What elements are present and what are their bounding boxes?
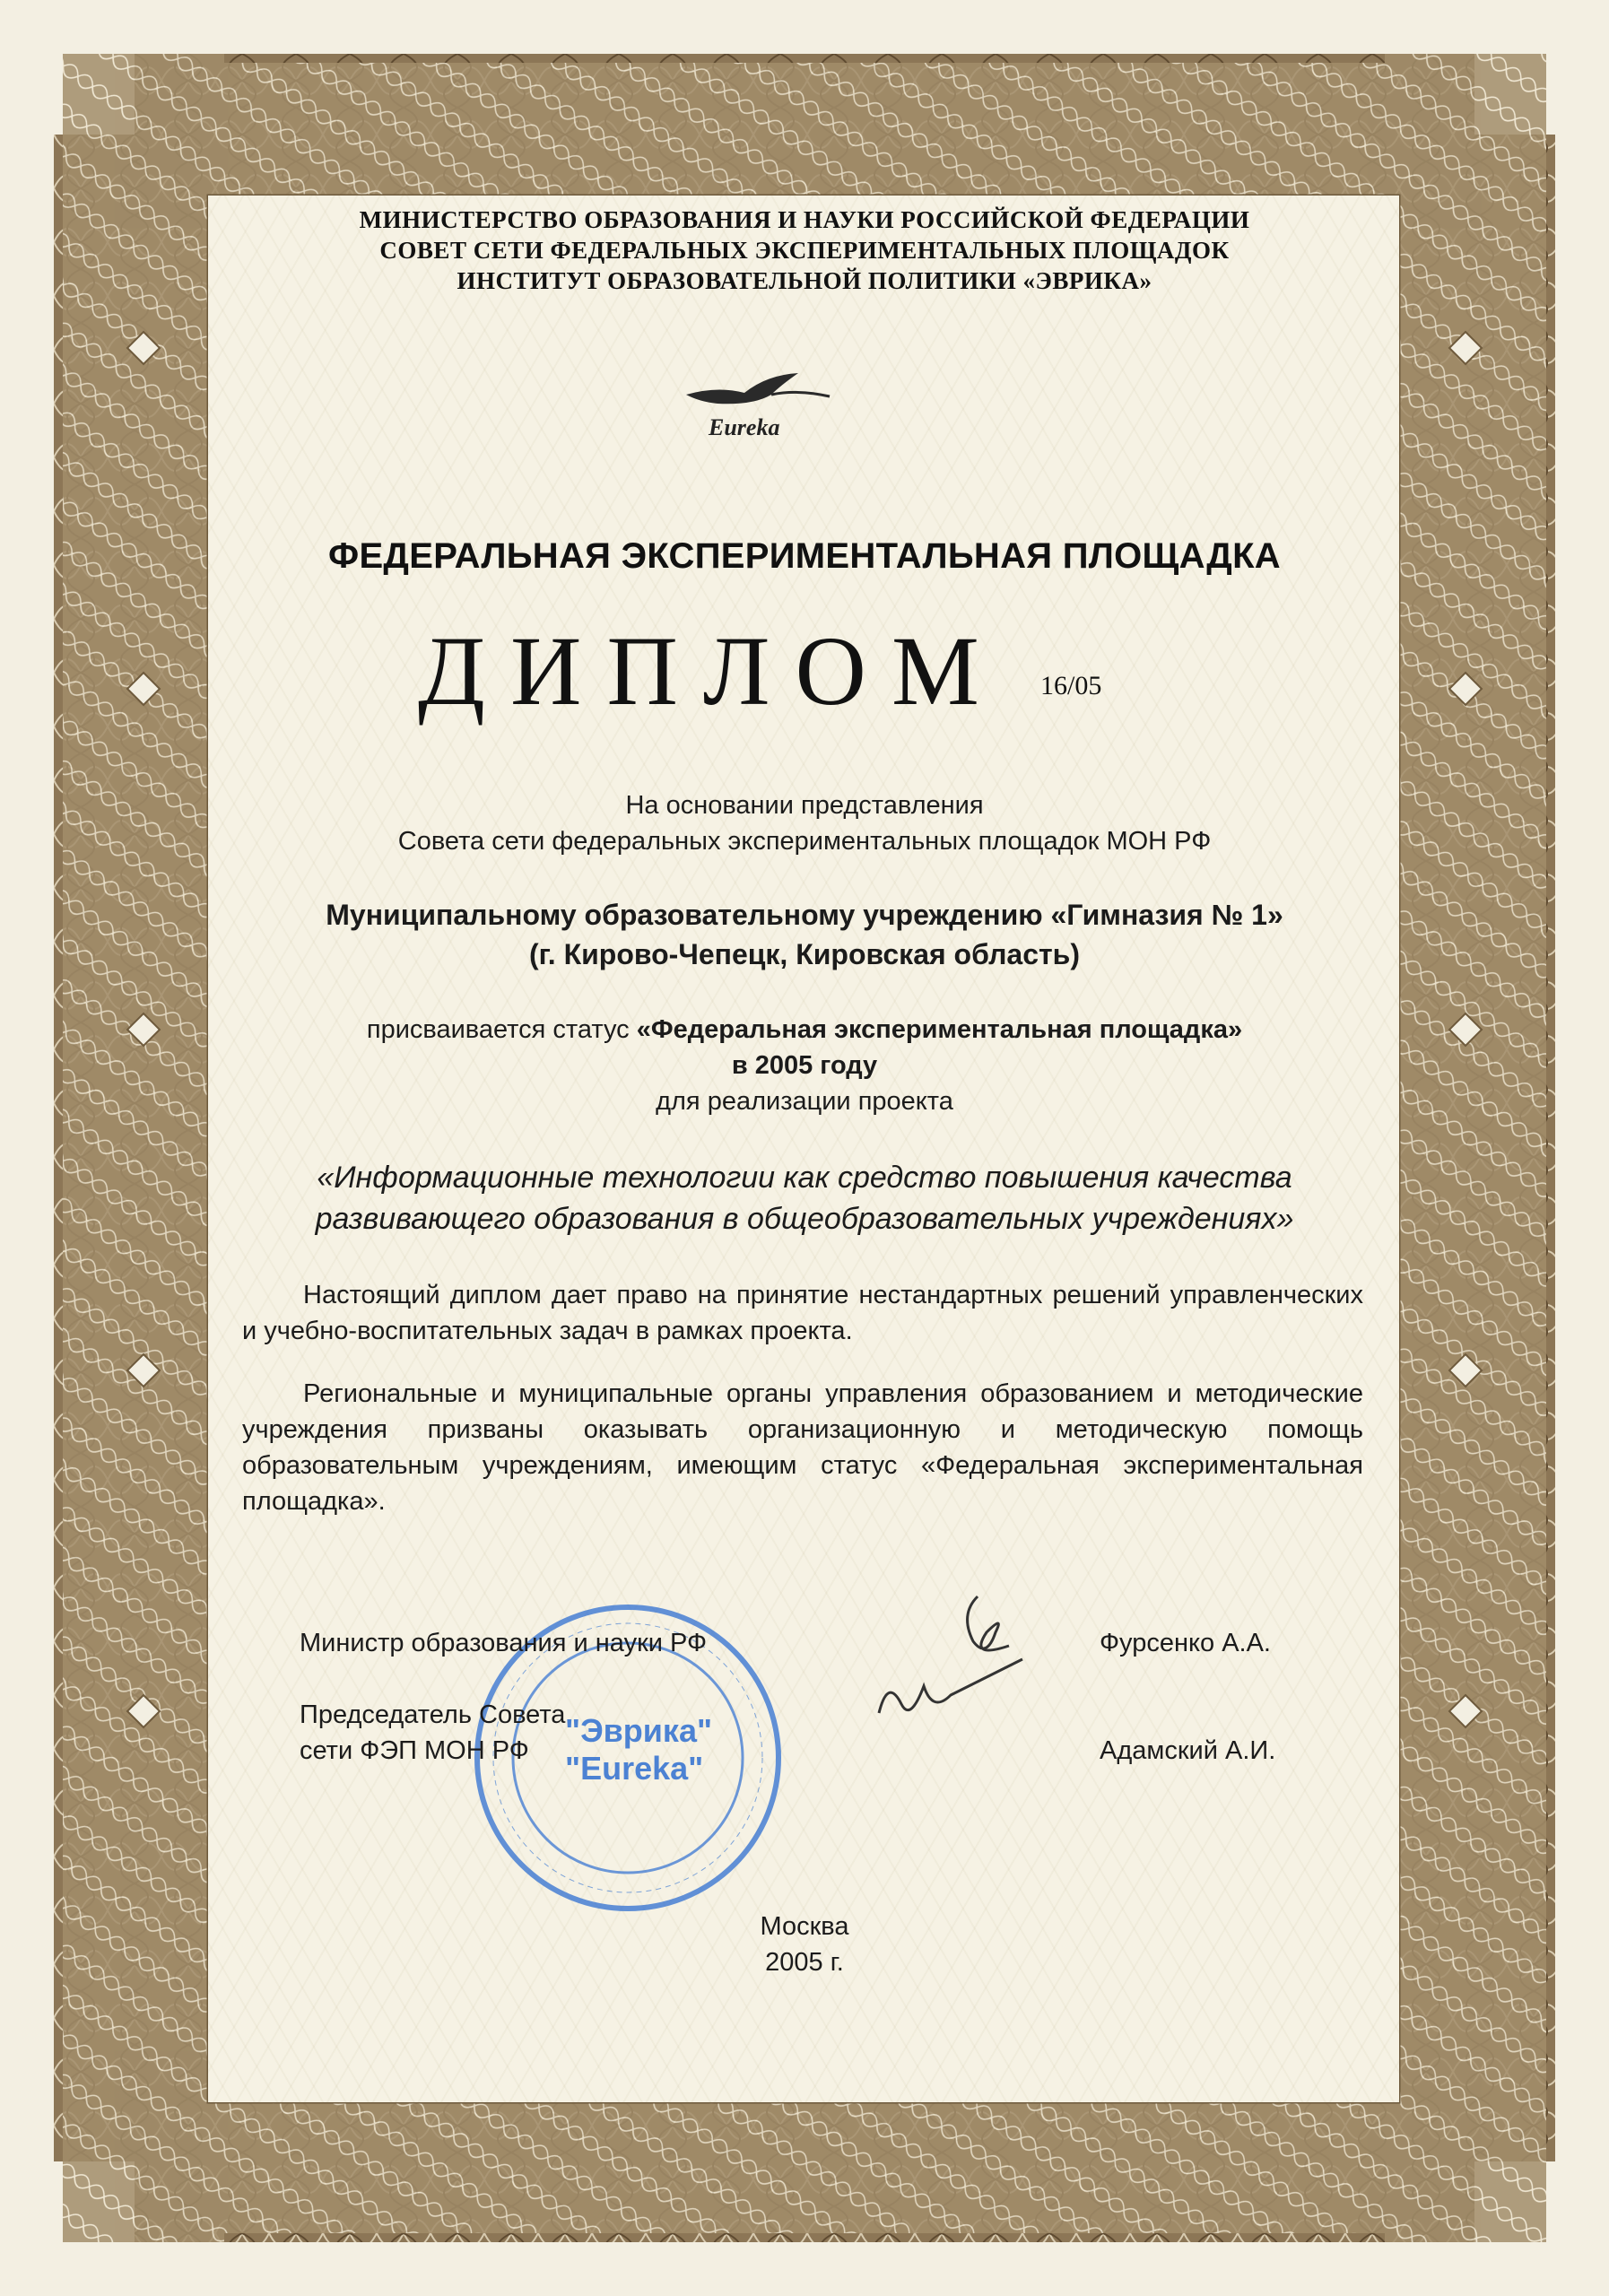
project-line-2: развивающего образования в общеобразовательных учреждениях»	[315, 1202, 1294, 1236]
page-title: ФЕДЕРАЛЬНАЯ ЭКСПЕРИМЕНТАЛЬНАЯ ПЛОЩАДКА	[328, 536, 1281, 576]
logo-text: Eureka	[709, 414, 780, 440]
status-year: в 2005 году	[731, 1051, 878, 1080]
signer-1-name: Фурсенко А.А.	[1100, 1629, 1271, 1657]
project-line-1: «Информационные технологии как средство повышения качества	[317, 1161, 1292, 1195]
place: Москва	[760, 1912, 849, 1941]
paragraph-rights: Настоящий диплом дает право на принятие нестандартных решений управленческих и учебно-воспитательных задач в рамках проекта.	[242, 1281, 1363, 1345]
recipient-line-1: Муниципальному образовательному учреждению «Гимназия № 1»	[326, 899, 1283, 931]
recipient-line-2: (г. Кирово-Чепецк, Кировская область)	[529, 938, 1080, 970]
diploma-word: ДИПЛОМ	[418, 616, 1005, 726]
stamp-text-ru: "Эврика"	[565, 1712, 713, 1749]
signer-2-title-line-2: сети ФЭП МОН РФ	[300, 1736, 529, 1765]
signer-2-title-line-1: Председатель Совета	[300, 1700, 566, 1729]
eureka-logo	[682, 368, 834, 457]
diploma-sheet	[208, 196, 1399, 2102]
status-prefix: присваивается статус	[366, 1015, 630, 1044]
status-line	[0, 1012, 1609, 1048]
paragraph-support: Региональные и муниципальные органы управления образованием и методические учреждения призваны оказывать организационную и методическую помощь образовательным учреждениям, имеющим статус «Федеральная экспериментальная площадка».	[242, 1379, 1363, 1516]
status-purpose: для реализации проекта	[656, 1087, 953, 1116]
basis-line-2: Совета сети федеральных экспериментальных площадок МОН РФ	[397, 827, 1212, 856]
header-ministry: МИНИСТЕРСТВО ОБРАЗОВАНИЯ И НАУКИ РОССИЙСКОЙ ФЕДЕРАЦИИ	[359, 206, 1250, 233]
status-name: «Федеральная экспериментальная площадка»	[636, 1015, 1243, 1044]
header-council: СОВЕТ СЕТИ ФЕДЕРАЛЬНЫХ ЭКСПЕРИМЕНТАЛЬНЫХ ПЛОЩАДОК	[379, 237, 1230, 264]
diploma-number: 16/05	[1040, 671, 1102, 700]
signature-scribble	[861, 1578, 1076, 1740]
signer-2-name: Адамский А.И.	[1100, 1736, 1276, 1765]
signer-1-title: Министр образования и науки РФ	[300, 1629, 708, 1657]
basis-line-1: На основании представления	[625, 791, 984, 820]
bird-icon	[682, 368, 834, 422]
year: 2005 г.	[765, 1948, 844, 1977]
header-institute: ИНСТИТУТ ОБРАЗОВАТЕЛЬНОЙ ПОЛИТИКИ «ЭВРИКА»	[457, 267, 1152, 294]
stamp-text-en: "Eureka"	[565, 1750, 704, 1787]
